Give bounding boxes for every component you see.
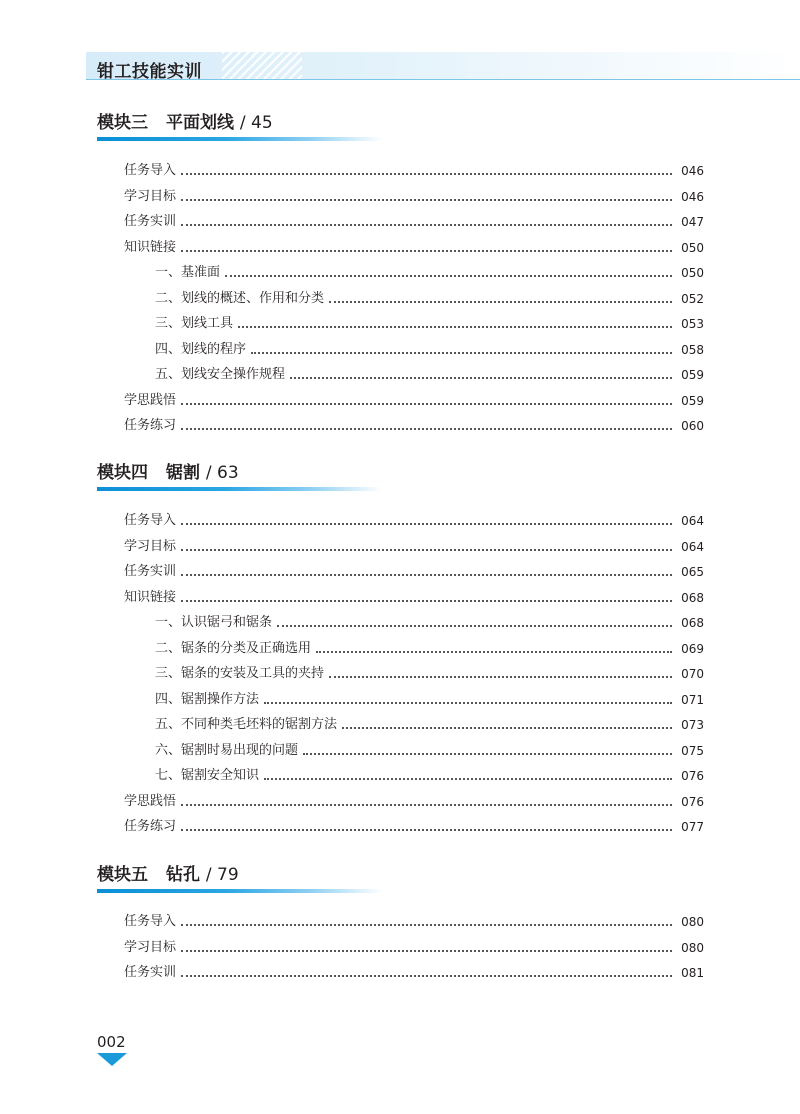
dot-leader xyxy=(181,523,672,525)
dot-leader xyxy=(181,924,672,926)
toc-entry-page: 068 xyxy=(681,616,704,630)
dot-leader xyxy=(277,625,672,627)
toc-entry-label: 任务实训 xyxy=(124,564,177,579)
dot-leader xyxy=(329,301,672,303)
dot-leader xyxy=(238,326,672,328)
toc-entry[interactable] xyxy=(0,536,800,558)
dot-leader xyxy=(181,574,672,576)
toc-entry[interactable] xyxy=(0,791,800,813)
toc-entry-page: 050 xyxy=(681,266,704,280)
toc-entry-label: 一、认识锯弓和锯条 xyxy=(155,615,273,630)
toc-entry-label: 任务练习 xyxy=(124,819,177,834)
toc-entry-label: 五、不同种类毛坯料的锯割方法 xyxy=(155,717,338,732)
dot-leader xyxy=(181,224,672,226)
dot-leader xyxy=(316,651,672,653)
dot-leader xyxy=(181,250,672,252)
module-label: 模块四 xyxy=(97,463,148,483)
module-name: 锯割 xyxy=(166,463,200,483)
dot-leader xyxy=(329,676,672,678)
toc-entry-page: 053 xyxy=(681,317,704,331)
dot-leader xyxy=(181,549,672,551)
toc-entry-page: 070 xyxy=(681,667,704,681)
toc-entry-page: 080 xyxy=(681,940,704,955)
toc-entry-label: 任务导入 xyxy=(124,914,177,929)
toc-entry-page: 060 xyxy=(681,419,704,433)
toc-entry[interactable] xyxy=(0,714,800,736)
toc-entry[interactable] xyxy=(0,262,800,284)
running-header xyxy=(0,0,800,80)
toc-entry[interactable] xyxy=(0,339,800,361)
module-rule xyxy=(97,137,382,141)
page-number: 002 xyxy=(97,1033,126,1051)
module-heading[interactable] xyxy=(97,860,239,885)
toc-entry-label: 知识链接 xyxy=(124,589,177,605)
toc-entry-page: 071 xyxy=(681,692,704,707)
toc-entry-page: 059 xyxy=(681,368,704,382)
dot-leader xyxy=(225,275,672,277)
toc-entry[interactable] xyxy=(0,937,800,959)
toc-entry[interactable] xyxy=(0,816,800,838)
toc-entry-label: 四、划线的程序 xyxy=(155,341,247,357)
dot-leader xyxy=(303,753,672,755)
toc-entry-page: 064 xyxy=(681,539,704,554)
toc-entry-label: 学习目标 xyxy=(124,188,177,204)
header-stripes xyxy=(222,52,302,80)
module-name: 钻孔 xyxy=(166,865,200,885)
toc-entry[interactable] xyxy=(0,211,800,233)
toc-entry[interactable] xyxy=(0,186,800,208)
toc-entry-page: 076 xyxy=(681,769,704,783)
toc-entry-label: 学习目标 xyxy=(124,538,177,554)
dot-leader xyxy=(251,352,672,354)
toc-entry[interactable] xyxy=(0,510,800,532)
toc-entry-label: 学思践悟 xyxy=(124,392,177,408)
toc-entry[interactable] xyxy=(0,587,800,609)
dot-leader xyxy=(264,702,672,704)
toc-entry[interactable] xyxy=(0,765,800,787)
dot-leader xyxy=(181,950,672,952)
module-rule xyxy=(97,889,382,893)
toc-entry-label: 任务实训 xyxy=(124,965,177,980)
toc-entry-page: 069 xyxy=(681,641,704,656)
module-label: 模块三 xyxy=(97,113,148,133)
dot-leader xyxy=(181,173,672,175)
toc-entry-label: 四、锯割操作方法 xyxy=(155,691,260,707)
dot-leader xyxy=(181,975,672,977)
toc-entry-page: 059 xyxy=(681,393,704,408)
toc-entry-page: 046 xyxy=(681,164,704,178)
page-marker-triangle-icon xyxy=(97,1053,127,1066)
toc-entry-page: 073 xyxy=(681,718,704,732)
toc-entry-label: 任务导入 xyxy=(124,163,177,178)
toc-entry-label: 任务实训 xyxy=(124,214,177,229)
dot-leader xyxy=(181,403,672,405)
module-start-page: / 63 xyxy=(205,463,239,483)
toc-entry-label: 五、划线安全操作规程 xyxy=(155,367,286,382)
toc-entry-page: 052 xyxy=(681,291,704,306)
toc-entry[interactable] xyxy=(0,313,800,335)
toc-entry[interactable] xyxy=(0,962,800,984)
toc-entry-page: 046 xyxy=(681,189,704,204)
module-label: 模块五 xyxy=(97,865,148,885)
toc-entry-page: 068 xyxy=(681,590,704,605)
toc-entry[interactable] xyxy=(0,911,800,933)
toc-entry-page: 077 xyxy=(681,820,704,834)
toc-entry-page: 075 xyxy=(681,743,704,758)
toc-entry[interactable] xyxy=(0,612,800,634)
module-name: 平面划线 xyxy=(166,113,234,133)
toc-entry-page: 076 xyxy=(681,794,704,809)
dot-leader xyxy=(290,377,672,379)
toc-entry[interactable] xyxy=(0,663,800,685)
module-heading[interactable] xyxy=(97,458,239,483)
dot-leader xyxy=(264,778,672,780)
toc-entry-label: 一、基准面 xyxy=(155,265,221,280)
dot-leader xyxy=(181,829,672,831)
toc-entry-page: 064 xyxy=(681,514,704,528)
toc-entry[interactable] xyxy=(0,237,800,259)
toc-entry[interactable] xyxy=(0,390,800,412)
toc-entry-label: 二、划线的概述、作用和分类 xyxy=(155,290,325,306)
toc-entry-label: 二、锯条的分类及正确选用 xyxy=(155,640,312,656)
toc-entry-label: 六、锯割时易出现的问题 xyxy=(155,742,299,758)
toc-entry-label: 任务练习 xyxy=(124,418,177,433)
toc-entry-label: 三、锯条的安装及工具的夹持 xyxy=(155,666,325,681)
dot-leader xyxy=(181,804,672,806)
module-start-page: / 79 xyxy=(205,865,239,885)
toc-entry[interactable] xyxy=(0,689,800,711)
book-title: 钳工技能实训 xyxy=(97,62,202,82)
toc-entry-label: 学思践悟 xyxy=(124,793,177,809)
toc-entry-page: 047 xyxy=(681,215,704,229)
dot-leader xyxy=(181,199,672,201)
toc-entry[interactable] xyxy=(0,638,800,660)
toc-entry-page: 080 xyxy=(681,915,704,929)
toc-entry[interactable] xyxy=(0,740,800,762)
module-rule xyxy=(97,487,382,491)
toc-entry-label: 三、划线工具 xyxy=(155,316,234,331)
toc-entry[interactable] xyxy=(0,288,800,310)
dot-leader xyxy=(181,428,672,430)
toc-entry-label: 知识链接 xyxy=(124,239,177,255)
toc-entry-page: 081 xyxy=(681,966,704,980)
dot-leader xyxy=(342,727,672,729)
toc-entry-label: 任务导入 xyxy=(124,513,177,528)
toc-entry-page: 065 xyxy=(681,565,704,579)
toc-entry[interactable] xyxy=(0,160,800,182)
toc-entry-page: 058 xyxy=(681,342,704,357)
module-heading[interactable] xyxy=(97,108,273,133)
module-start-page: / 45 xyxy=(239,113,273,133)
toc-entry[interactable] xyxy=(0,415,800,437)
toc-entry-page: 050 xyxy=(681,240,704,255)
toc-entry-label: 七、锯割安全知识 xyxy=(155,768,260,783)
dot-leader xyxy=(181,600,672,602)
toc-entry-label: 学习目标 xyxy=(124,939,177,955)
toc-entry[interactable] xyxy=(0,561,800,583)
toc-entry[interactable] xyxy=(0,364,800,386)
